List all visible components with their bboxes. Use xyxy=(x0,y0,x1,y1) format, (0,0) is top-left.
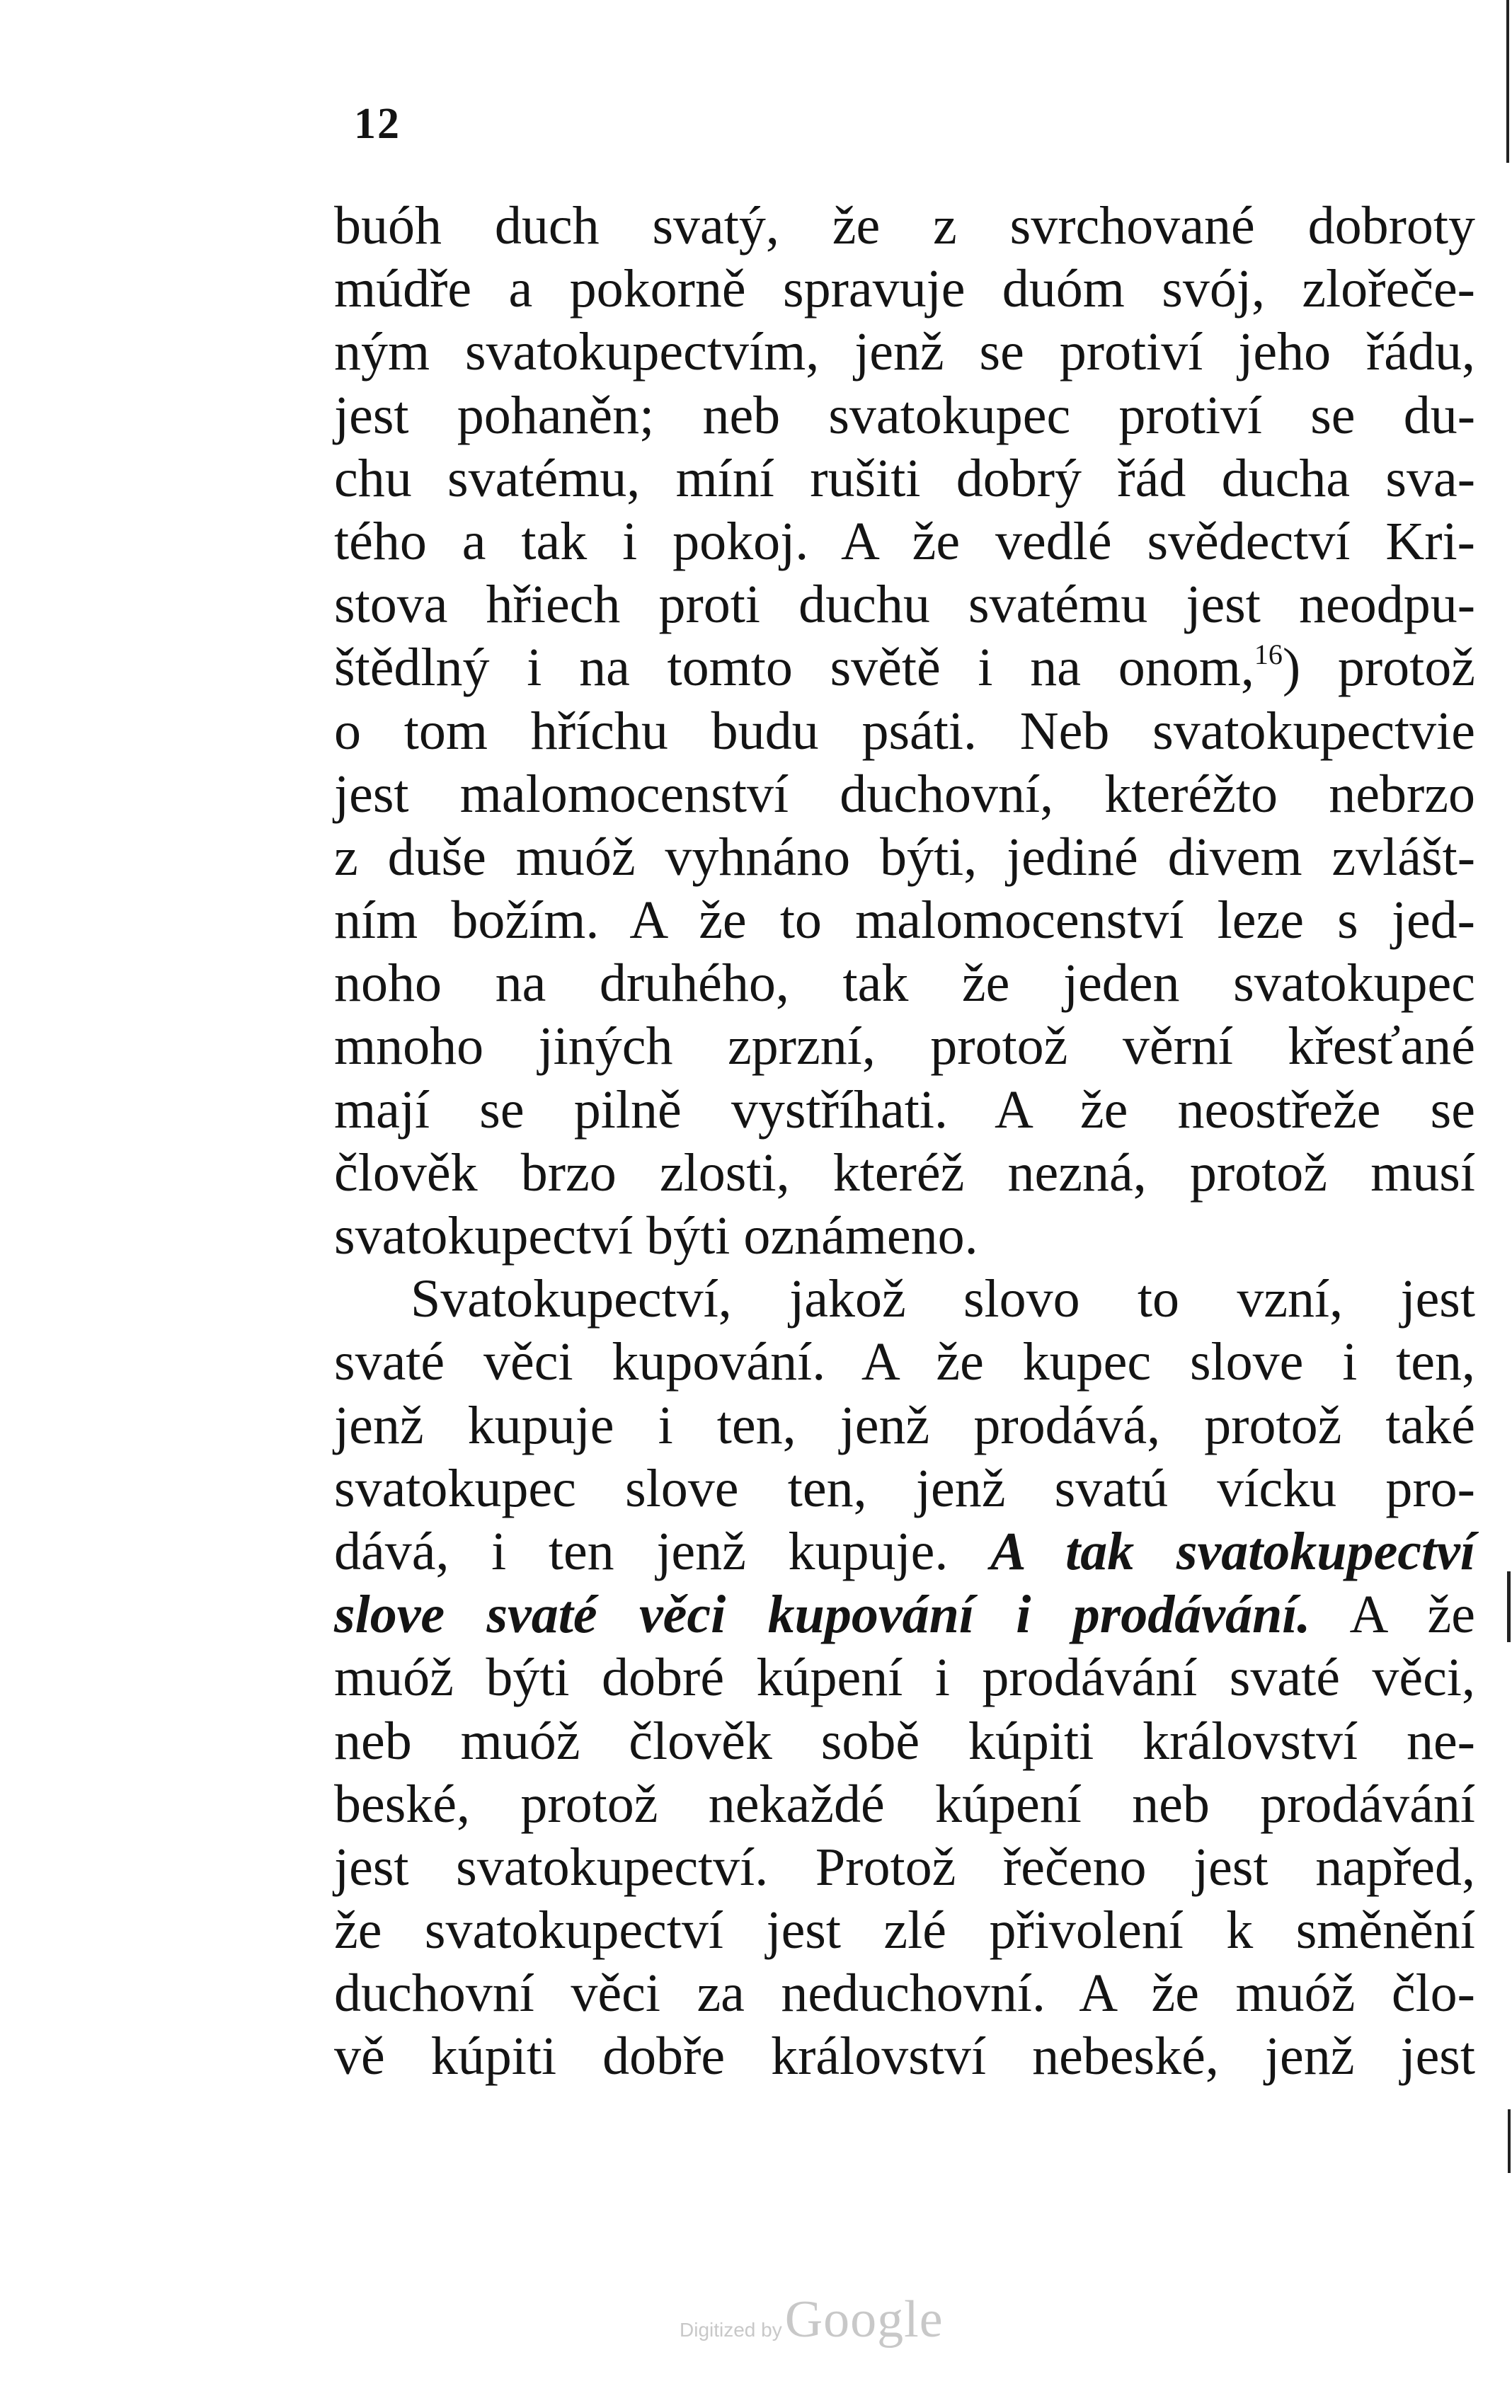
text-line: duchovní věci za neduchovní. A že muóž člo- xyxy=(334,1963,1475,2024)
digitized-watermark xyxy=(680,2290,944,2350)
text-line: noho na druhého, tak že jeden svatokupec xyxy=(334,953,1475,1014)
text-line: jest pohaněn; neb svatokupec protiví se du- xyxy=(334,385,1475,445)
text-line: svatokupectví býti oznámeno. xyxy=(334,1206,978,1266)
text-line: stova hřiech proti duchu svatému jest neodpu- xyxy=(334,575,1475,635)
text-line xyxy=(334,1583,1475,1646)
text-segment: štědlný i na tomto světě i na onom, xyxy=(334,638,1254,698)
text-line: múdře a pokorně spravuje duóm svój, zlořeče- xyxy=(334,259,1475,319)
text-segment: A že xyxy=(1310,1585,1475,1645)
text-line-with-footnote xyxy=(334,636,1475,699)
text-line: jest malomocenství duchovní, kteréžto nebrzo xyxy=(334,764,1475,824)
emphasized-text: slove svaté věci kupování i prodávání. xyxy=(334,1585,1311,1645)
watermark-prefix: Digitized by xyxy=(680,2319,782,2341)
text-line: ným svatokupectvím, jenž se protiví jeho řádu, xyxy=(334,322,1475,382)
body-text xyxy=(334,195,1475,2089)
footnote-reference: 16 xyxy=(1254,638,1283,671)
text-line: tého a tak i pokoj. A že vedlé svědectví Kri- xyxy=(334,511,1475,571)
emphasized-text: A tak svatokupectví xyxy=(990,1521,1476,1581)
text-segment: ) protož xyxy=(1282,638,1476,698)
text-line: jenž kupuje i ten, jenž prodává, protož také xyxy=(334,1395,1475,1455)
google-logo: Google xyxy=(784,2291,944,2349)
scan-edge-mark xyxy=(1507,1571,1511,1642)
text-line: z duše muóž vyhnáno býti, jediné divem zvlášt- xyxy=(334,827,1475,887)
text-line: jest svatokupectví. Protož řečeno jest napřed, xyxy=(334,1837,1475,1897)
text-line: člověk brzo zlosti, kteréž nezná, protož musí xyxy=(334,1142,1475,1203)
text-line: ním božím. A že to malomocenství leze s jed- xyxy=(334,890,1475,951)
text-line: svaté věci kupování. A že kupec slove i ten, xyxy=(334,1332,1475,1392)
text-line xyxy=(334,1520,1475,1583)
text-line: mají se pilně vystříhati. A že neostřeže se xyxy=(334,1079,1475,1140)
text-line: mnoho jiných zprzní, protož věrní křesťané xyxy=(334,1016,1475,1077)
text-line: chu svatému, míní rušiti dobrý řád ducha sva- xyxy=(334,448,1475,508)
scan-edge-mark xyxy=(1508,2109,1511,2173)
text-line: muóž býti dobré kúpení i prodávání svaté věci, xyxy=(334,1648,1475,1708)
text-line: buóh duch svatý, že z svrchované dobroty xyxy=(334,196,1475,256)
text-line: beské, protož nekaždé kúpení neb prodávání xyxy=(334,1774,1475,1834)
scan-edge-mark xyxy=(1506,0,1509,163)
text-segment: dává, i ten jenž kupuje. xyxy=(334,1521,991,1581)
page-number: 12 xyxy=(354,100,401,148)
text-line: že svatokupectví jest zlé přivolení k směnění xyxy=(334,1900,1475,1961)
paragraph-first-line: Svatokupectví, jakož slovo to vzní, jest xyxy=(411,1269,1475,1329)
text-line: vě kúpiti dobře království nebeské, jenž jest xyxy=(334,2026,1475,2087)
text-line: svatokupec slove ten, jenž svatú vícku pro- xyxy=(334,1458,1475,1518)
text-line: neb muóž člověk sobě kúpiti království ne- xyxy=(334,1711,1475,1771)
text-line: o tom hříchu budu psáti. Neb svatokupectvie xyxy=(334,701,1475,761)
